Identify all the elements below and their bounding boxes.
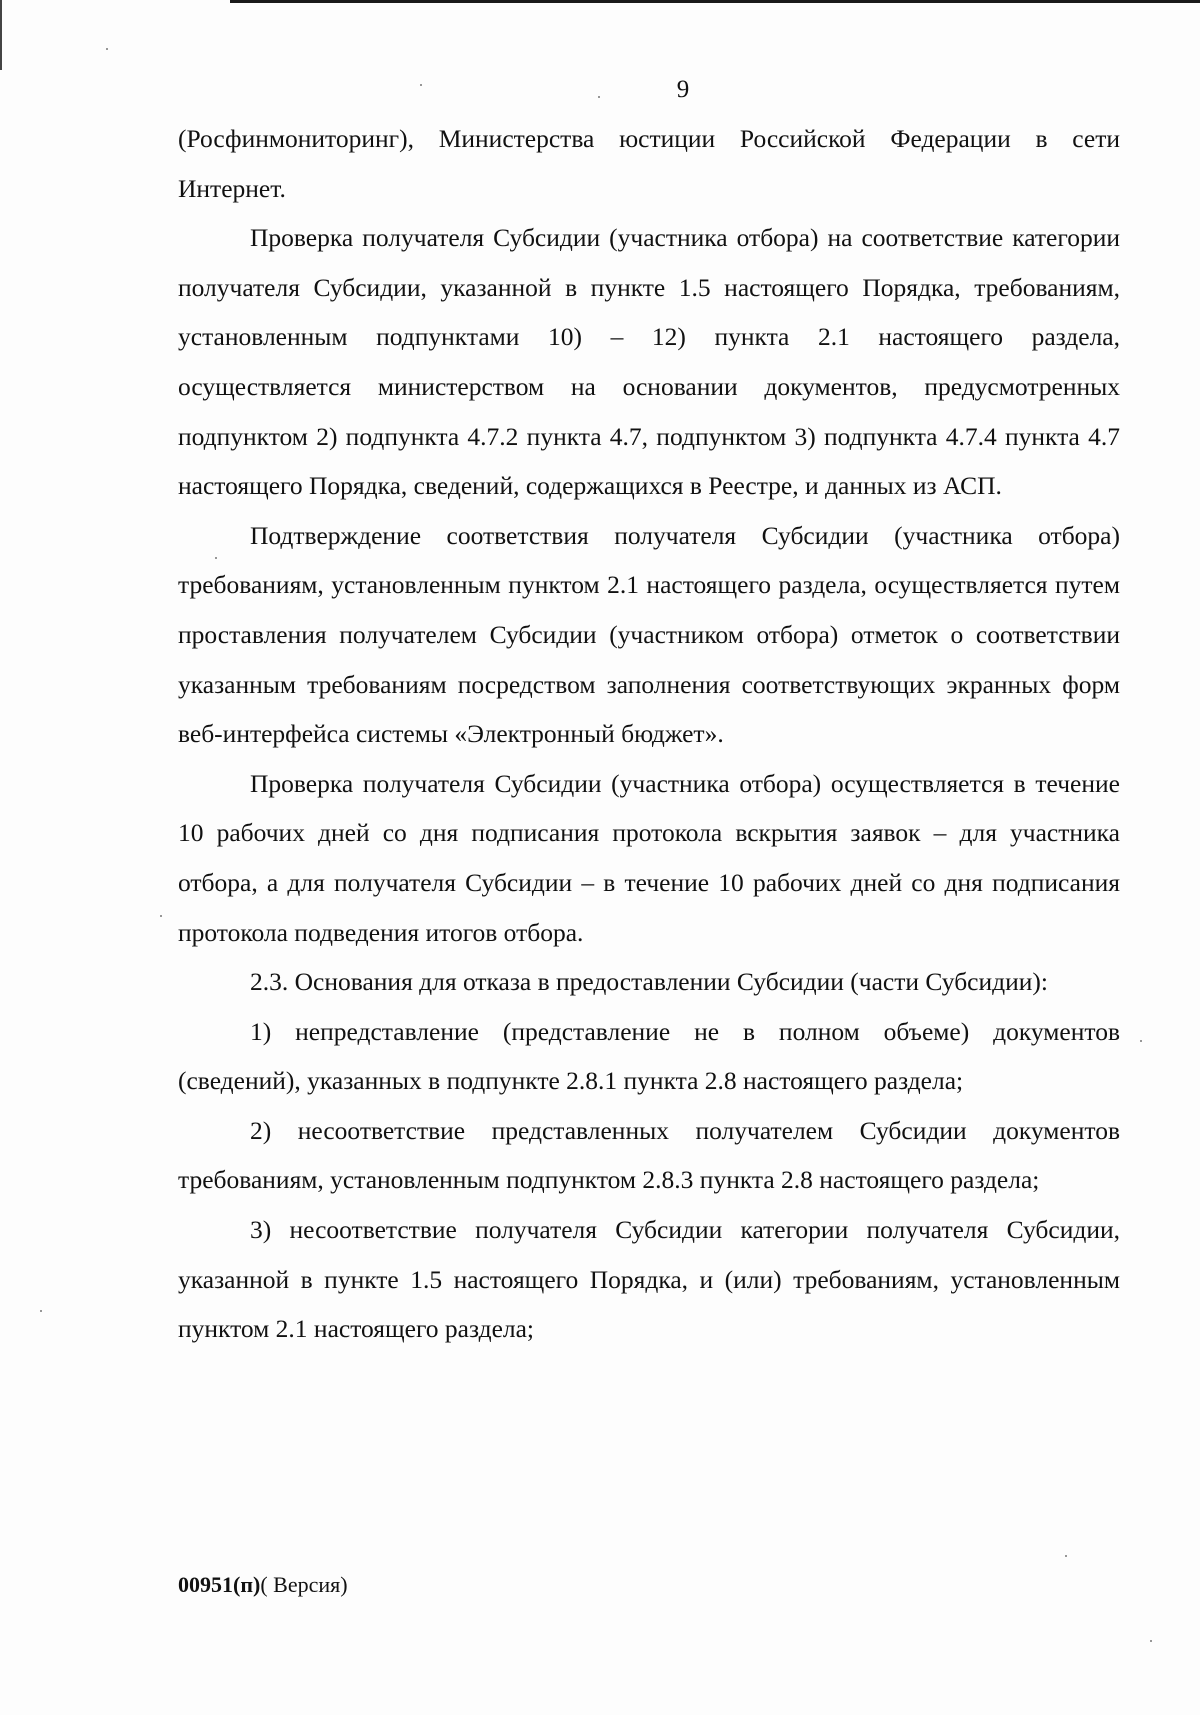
paragraph-4: Проверка получателя Субсидии (участника отбора) осуществляется в течение 10 рабочих дней со дня подписания протокола вскрытия заявок – для участника отбора, а для получателя Субсидии – в течение 10 рабочих дней со дня подписания протокола подведения итогов отбора. xyxy=(178,768,1120,947)
paragraph-item-3: 3) несоответствие получателя Субсидии категории получателя Субсидии, указанной в пункте 1.5 настоящего Порядка, и (или) требованиям, установленным пунктом 2.1 настоящего раздела; xyxy=(178,1215,1120,1344)
footer-document-code xyxy=(178,1572,348,1598)
page-number: 9 xyxy=(676,76,690,103)
paragraph-section-2-3: 2.3. Основания для отказа в предоставлении Субсидии (части Субсидии): xyxy=(250,967,1048,997)
footer-version: ( Версия) xyxy=(260,1572,348,1597)
scan-speck xyxy=(215,557,217,559)
scan-speck xyxy=(1140,1040,1142,1042)
paragraph-2: Проверка получателя Субсидии (участника отбора) на соответствие категории получателя Субсидии, указанной в пункте 1.5 настоящего Порядка, требованиям, установленным подпунктами 10) – 12) пункта 2.1 настоящего раздела, осуществляется министерством на основании документов, предусмотренных подпунктом 2) подпункта 4.7.2 пункта 4.7, подпунктом 3) подпункта 4.7.4 пункта 4.7 настоящего Порядка, сведений, содержащихся в Реестре, и данных из АСП. xyxy=(178,223,1120,501)
scan-speck xyxy=(1065,1555,1067,1557)
paragraph-item-2: 2) несоответствие представленных получателем Субсидии документов требованиям, установленным подпунктом 2.8.3 пункта 2.8 настоящего раздела; xyxy=(178,1115,1120,1195)
scan-border-left xyxy=(0,0,2,70)
paragraph-3: Подтверждение соответствия получателя Субсидии (участника отбора) требованиям, установленным пунктом 2.1 настоящего раздела, осуществляется путем проставления получателем Субсидии (участником отбора) отметок о соответствии указанным требованиям посредством заполнения соответствующих экранных форм веб-интерфейса системы «Электронный бюджет». xyxy=(178,520,1120,749)
scan-speck xyxy=(598,96,600,98)
scan-speck xyxy=(420,84,422,86)
scan-border-top xyxy=(230,0,1200,3)
scan-speck xyxy=(1150,1640,1152,1642)
paragraph-item-1: 1) непредставление (представление не в полном объеме) документов (сведений), указанных в подпункте 2.8.1 пункта 2.8 настоящего раздела; xyxy=(178,1016,1120,1096)
scan-speck xyxy=(106,48,108,50)
footer-code: 00951(п) xyxy=(178,1572,261,1597)
scan-speck xyxy=(160,915,162,917)
document-body xyxy=(178,114,1120,1354)
scan-speck xyxy=(40,1310,42,1312)
paragraph-1: (Росфинмониторинг), Министерства юстиции Российской Федерации в сети Интернет. xyxy=(178,124,1120,203)
